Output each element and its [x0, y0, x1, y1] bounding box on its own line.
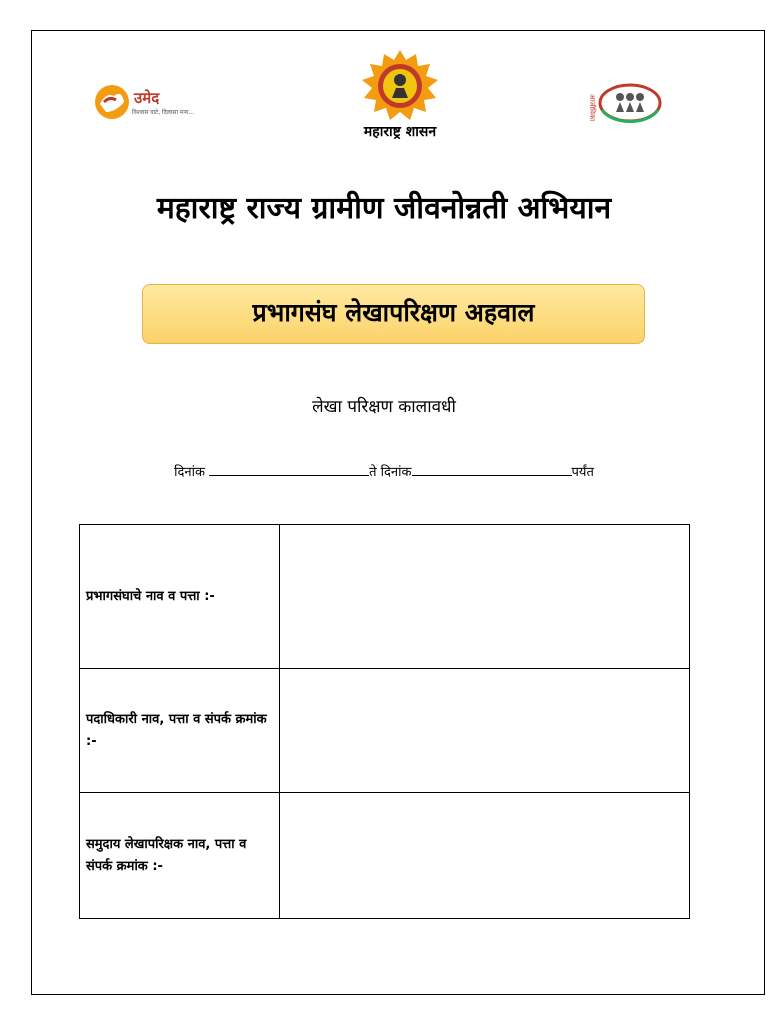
details-form-table — [79, 524, 690, 919]
community-auditor-label: समुदाय लेखापरिक्षक नाव, पत्ता व संपर्क क्रमांक :- — [80, 793, 280, 919]
table-row — [80, 525, 690, 669]
umed-logo — [92, 82, 202, 122]
federation-name-address-field[interactable] — [280, 525, 690, 669]
emblem-caption: महाराष्ट्र शासन — [363, 124, 437, 140]
hand-heart-icon — [92, 82, 132, 122]
office-bearer-field[interactable] — [280, 669, 690, 793]
umed-logo-tagline: विश्वास वाटे, दिलासा मना... — [132, 109, 195, 116]
federation-name-address-label: प्रभागसंघाचे नाव व पत्ता :- — [80, 525, 280, 669]
table-row — [80, 793, 690, 919]
aajeevika-logo-text: आजीविका — [588, 94, 596, 122]
aajeevika-logo — [586, 80, 674, 126]
community-auditor-field[interactable] — [280, 793, 690, 919]
audit-period-label: लेखा परिक्षण कालावधी — [312, 397, 456, 417]
to-date-label: ते दिनांक — [369, 465, 412, 480]
table-row — [80, 669, 690, 793]
maharashtra-emblem — [358, 48, 442, 124]
emblem-seal-icon — [358, 48, 442, 124]
umed-logo-text: उमेद — [134, 89, 160, 107]
office-bearer-label: पदाधिकारी नाव, पत्ता व संपर्क क्रमांक :- — [80, 669, 280, 793]
aajeevika-emblem-icon — [586, 80, 674, 126]
to-date-blank[interactable] — [412, 463, 572, 476]
main-title: महाराष्ट्र राज्य ग्रामीण जीवनोन्नती अभियान — [156, 191, 612, 226]
from-date-label: दिनांक — [174, 465, 205, 480]
banner-title: प्रभागसंघ लेखापरिक्षण अहवाल — [252, 298, 535, 327]
from-date-blank[interactable] — [209, 463, 369, 476]
until-label: पर्यंत — [571, 465, 594, 480]
date-range-line — [0, 462, 768, 480]
report-banner — [142, 284, 645, 344]
